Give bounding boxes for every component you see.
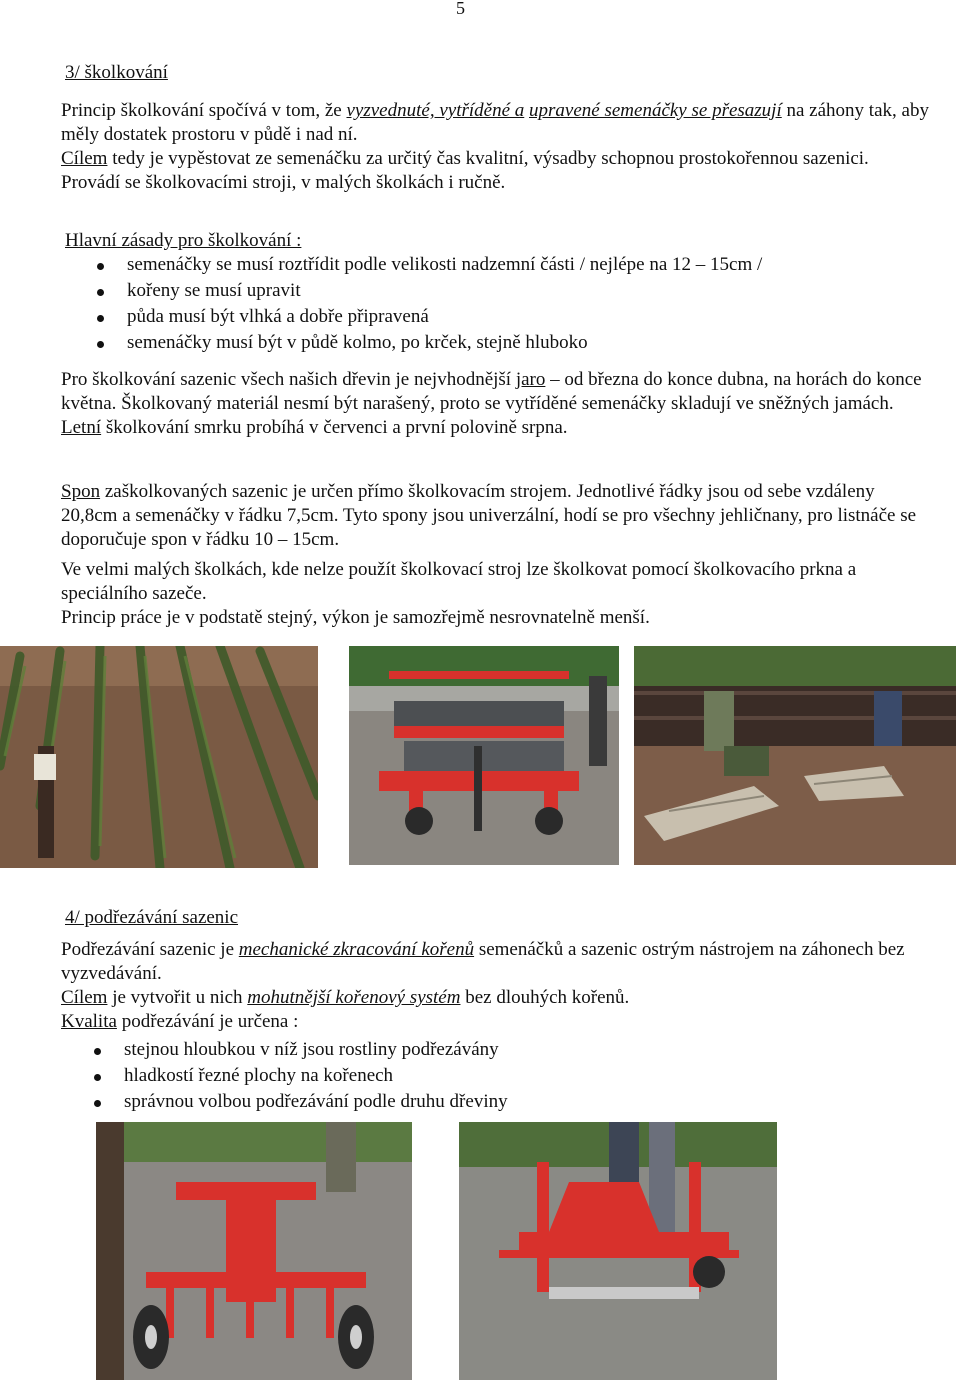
section-4-heading: 4/ podřezávání sazenic xyxy=(65,907,239,928)
page-number: 5 xyxy=(456,0,465,18)
list-item: půda musí být vlhká a dobře připravená xyxy=(61,305,921,331)
list-item: stejnou hloubkou v níž jsou rostliny podřezávány xyxy=(58,1038,918,1064)
undercutting-quality: Kvalita podřezávání je určena : xyxy=(61,1011,299,1032)
section-3-heading: 3/ školkování xyxy=(65,62,168,83)
timing-block xyxy=(61,368,931,440)
small-nursery-block xyxy=(61,558,931,630)
small-nursery-paragraph: Ve velmi malých školkách, kde nelze použít školkovací stroj lze školkovat pomocí školkovacího prkna a speciálního sazeče. xyxy=(61,559,857,604)
principle-paragraph: Princip školkování spočívá v tom, že vyzvednuté, vytříděné a upravené semenáčky se přesazují na záhony tak, aby měly dostatek prostoru v půdě i nad ní. xyxy=(61,100,929,145)
photo-undercutting-machine-front xyxy=(96,1122,412,1380)
photo-planting-boards xyxy=(634,646,956,865)
undercutting-definition: Podřezávání sazenic je mechanické zkracování kořenů semenáčků a sazenic ostrým nástrojem na záhonech bez vyzvedávání. xyxy=(61,939,905,984)
list-item: kořeny se musí upravit xyxy=(61,279,921,305)
spacing-paragraph: Spon zaškolkovaných sazenic je určen přímo školkovacím strojem. Jednotlivé řádky jsou od sebe vzdáleny 20,8cm a semenáčky v řádku 7,5cm. Tyto spony jsou univerzální, hodí se pro všechny jehličnany, pro listnáče se doporučuje spon v řádku 10 – 15cm. xyxy=(61,481,917,550)
spring-paragraph: Pro školkování sazenic všech našich dřevin je nejvhodnější jaro – od března do konce dubna, na horách do konce května. Školkovaný materiál nesmí být narašený, proto se vytříděné semenáčky skladují ve sněžných jamách. xyxy=(61,369,922,414)
photo-undercutting-blade xyxy=(459,1122,777,1380)
principle-work-paragraph: Princip práce je v podstatě stejný, výkon je samozřejmě nesrovnatelně menší. xyxy=(61,607,650,628)
list-item: semenáčky se musí roztřídit podle velikosti nadzemní části / nejlépe na 12 – 15cm / xyxy=(61,253,921,279)
method-paragraph: Provádí se školkovacími stroji, v malých školkách i ručně. xyxy=(61,172,506,193)
list-item: hladkostí řezné plochy na kořenech xyxy=(58,1064,918,1090)
section-3-intro xyxy=(61,99,931,195)
photo-seedling-rows xyxy=(0,646,318,868)
rules-heading: Hlavní zásady pro školkování : xyxy=(65,230,302,251)
undercutting-goal: Cílem je vytvořit u nich mohutnější kořenový systém bez dlouhých kořenů. xyxy=(61,987,630,1008)
list-item: semenáčky musí být v půdě kolmo, po krček, stejně hluboko xyxy=(61,331,921,357)
list-item: správnou volbou podřezávání podle druhu dřeviny xyxy=(58,1090,918,1116)
photo-planting-machine xyxy=(349,646,619,865)
quality-criteria-list xyxy=(58,1038,918,1116)
section-4-intro xyxy=(61,938,931,1034)
summer-paragraph: Letní školkování smrku probíhá v červenci a první polovině srpna. xyxy=(61,417,568,438)
rules-list xyxy=(61,253,921,357)
goal-paragraph: Cílem tedy je vypěstovat ze semenáčku za určitý čas kvalitní, výsadby schopnou prostokořennou sazenici. xyxy=(61,148,869,169)
